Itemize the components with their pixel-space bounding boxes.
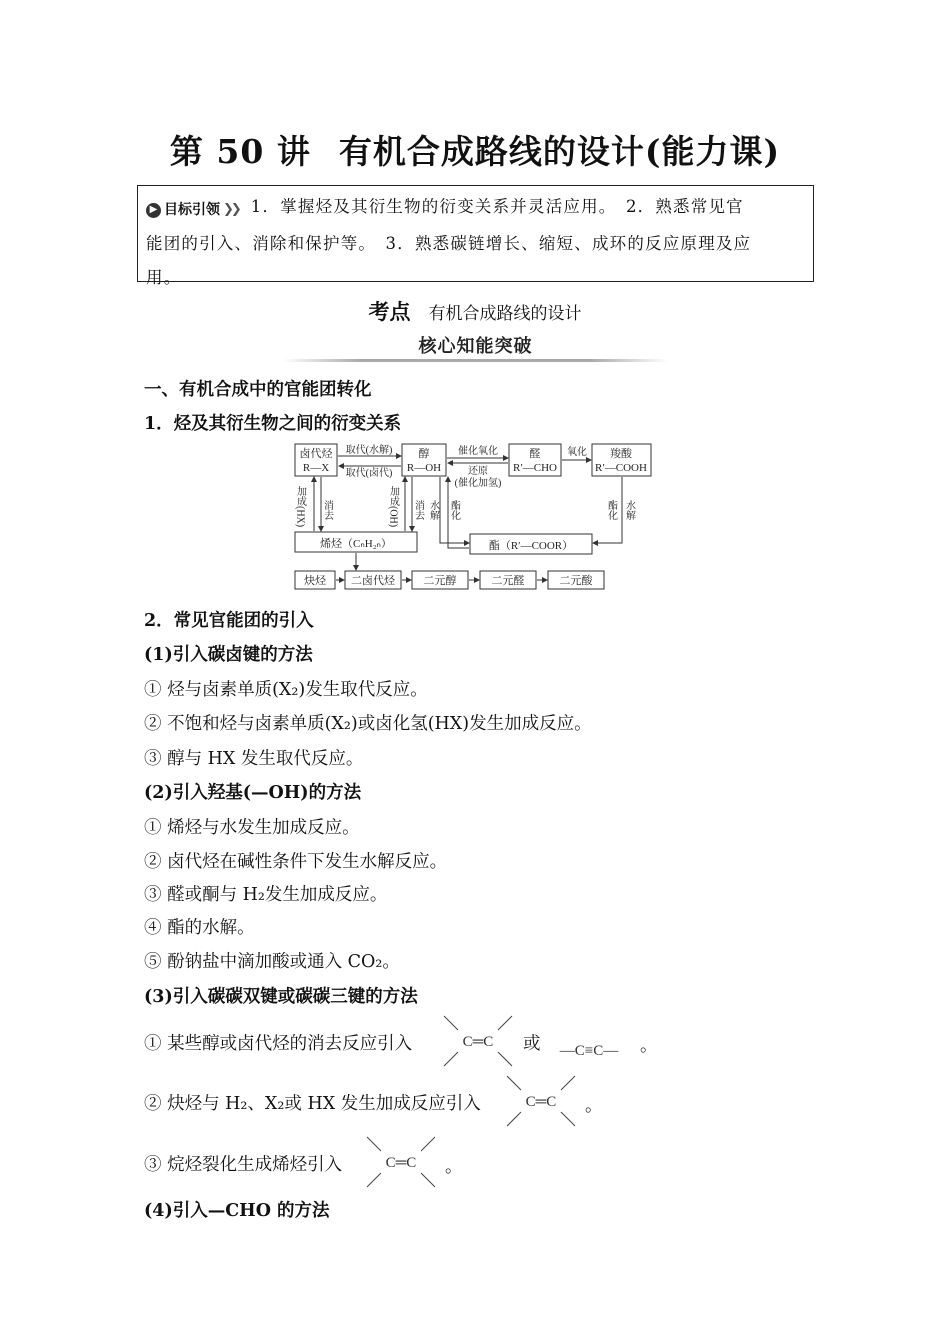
chain-label: 二元醇 xyxy=(423,575,457,587)
alkene-structure xyxy=(440,1012,516,1070)
or-text: 或 xyxy=(523,1034,541,1054)
kaodian-heading xyxy=(0,296,950,326)
edge-label: 水解 xyxy=(427,500,439,520)
item-text: 不饱和烃与卤素单质(X₂)或卤化氢(HX)发生加成反应。 xyxy=(167,714,592,734)
subsection-heading: 2．常见官能团的引入 xyxy=(144,611,314,631)
alkene-label: 烯烃（CₙH₂ₙ） xyxy=(320,538,392,550)
paragraph-heading: (3)引入碳碳双键或碳碳三键的方法 xyxy=(144,987,418,1007)
list-item xyxy=(144,745,363,770)
item-text: 卤代烃在碱性条件下发生水解反应。 xyxy=(167,852,448,872)
list-item xyxy=(144,1151,342,1176)
item-text: 烯烃与水发生加成反应。 xyxy=(167,818,360,838)
alcohol-label: 醇 xyxy=(418,448,430,460)
list-item xyxy=(144,676,428,701)
goal-badge-label: 目标引领 xyxy=(164,202,220,218)
edge-label: 消去 xyxy=(412,500,424,520)
chain-label: 二元酸 xyxy=(559,575,593,587)
goal-badge xyxy=(146,193,239,227)
item-text: 炔烃与 H₂、X₂或 HX 发生加成反应引入 xyxy=(167,1094,481,1114)
alkene-structure xyxy=(503,1072,579,1130)
paragraph-heading: (2)引入羟基(—OH)的方法 xyxy=(144,783,362,803)
double-bond-label: C═C xyxy=(462,1034,494,1050)
list-item xyxy=(144,1090,481,1115)
lecture-title: 有机合成路线的设计(能力课) xyxy=(338,132,781,171)
goal-line: 能团的引入、消除和保护等。 3．熟悉碳链增长、缩短、成环的反应原理及应 xyxy=(146,234,752,253)
edge-label: (催化加氢) xyxy=(454,478,502,489)
paragraph-heading: (1)引入碳卤键的方法 xyxy=(144,645,313,665)
edge-label: 氧化 xyxy=(567,447,587,458)
edge-label: 酯化 xyxy=(448,500,460,520)
item-number: ① xyxy=(144,680,162,700)
item-text: 酯的水解。 xyxy=(167,918,255,938)
item-text: 某些醇或卤代烃的消去反应引入 xyxy=(167,1034,413,1054)
ester-label: 酯（R′—COOR） xyxy=(488,540,574,552)
play-icon: ▶ xyxy=(146,203,161,218)
triple-bond-label: —C≡C— xyxy=(559,1043,619,1059)
lecture-number: 第 50 讲 xyxy=(169,132,311,171)
acid-formula: R′—COOH xyxy=(595,462,647,474)
core-heading: 核心知能突破 xyxy=(418,336,533,357)
subsection-heading: 1．烃及其衍生物之间的衍变关系 xyxy=(144,414,402,434)
alkyne-structure xyxy=(548,1036,630,1062)
list-item xyxy=(144,814,360,839)
kaodian-text: 有机合成路线的设计 xyxy=(428,304,582,324)
item-number: ③ xyxy=(144,749,162,769)
list-item xyxy=(144,848,447,873)
aldehyde-label: 醛 xyxy=(529,448,541,460)
section-heading: 一、有机合成中的官能团转化 xyxy=(144,380,372,400)
edge-label: 消去 xyxy=(321,500,333,520)
edge-label: 酯化 xyxy=(605,500,617,520)
goal-box xyxy=(137,185,814,287)
page-title xyxy=(0,126,950,173)
chain-label: 二元醛 xyxy=(491,575,525,587)
edge-label: 加成(HX) xyxy=(294,486,306,528)
item-number: ④ xyxy=(144,918,162,938)
period-text: 。 xyxy=(640,1036,658,1056)
item-number: ② xyxy=(144,852,162,872)
item-number: ③ xyxy=(144,885,162,905)
derivative-relation-diagram xyxy=(292,440,654,592)
item-text: 醇与 HX 发生取代反应。 xyxy=(167,749,364,769)
list-item xyxy=(144,710,592,735)
chain-label: 炔烃 xyxy=(304,575,326,587)
item-text: 烃与卤素单质(X₂)发生取代反应。 xyxy=(167,680,428,700)
paragraph-heading: (4)引入—CHO 的方法 xyxy=(144,1201,330,1221)
halide-formula: R—X xyxy=(302,462,330,474)
period-text: 。 xyxy=(585,1096,603,1116)
item-number: ② xyxy=(144,1094,162,1114)
edge-label: 还原 xyxy=(468,466,488,477)
halide-label: 卤代烃 xyxy=(299,448,333,460)
list-item xyxy=(144,948,400,973)
list-item xyxy=(144,1030,412,1055)
item-text: 酚钠盐中滴加酸或通入 CO₂。 xyxy=(167,952,400,972)
item-text: 醛或酮与 H₂发生加成反应。 xyxy=(167,885,388,905)
item-number: ② xyxy=(144,714,162,734)
edge-label: 取代(水解) xyxy=(345,445,393,456)
alkene-structure xyxy=(363,1133,439,1191)
edge-label: 水解 xyxy=(623,500,635,520)
edge-label: 取代(卤代) xyxy=(345,468,393,479)
alcohol-formula: R—OH xyxy=(406,462,442,474)
edge-label: 加成(OH) xyxy=(387,486,399,528)
aldehyde-formula: R′—CHO xyxy=(513,462,557,474)
goal-line: 1．掌握烃及其衍生物的衍变关系并灵活应用。 2．熟悉常见官 xyxy=(250,197,744,216)
double-bond-label: C═C xyxy=(525,1094,557,1110)
item-number: ⑤ xyxy=(144,952,162,972)
item-number: ③ xyxy=(144,1155,162,1175)
list-item xyxy=(144,881,387,906)
item-number: ① xyxy=(144,818,162,838)
period-text: 。 xyxy=(445,1157,463,1177)
edge-label: 催化氧化 xyxy=(458,446,498,457)
acid-label: 羧酸 xyxy=(610,448,632,460)
item-text: 烷烃裂化生成烯烃引入 xyxy=(167,1155,343,1175)
item-number: ① xyxy=(144,1034,162,1054)
goal-line: 用。 xyxy=(146,268,182,287)
double-bond-label: C═C xyxy=(385,1155,417,1171)
double-chevron-icon: ❯❯ xyxy=(223,202,239,217)
list-item xyxy=(144,914,255,939)
core-divider xyxy=(283,359,668,362)
kaodian-label: 考点 xyxy=(368,300,411,324)
chain-label: 二卤代烃 xyxy=(351,575,395,587)
